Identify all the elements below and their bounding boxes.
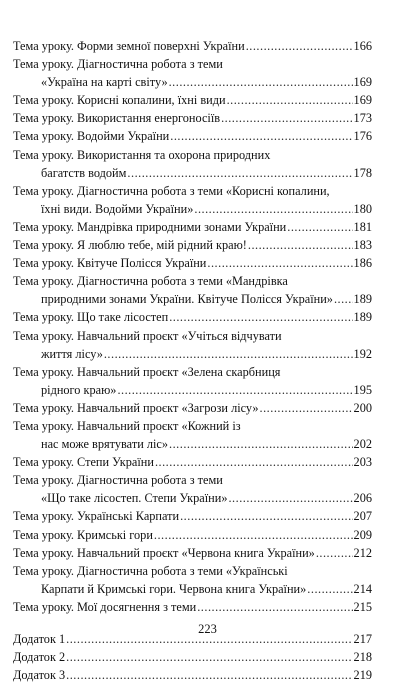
dot-leader (180, 507, 352, 525)
dot-leader (66, 648, 352, 666)
toc-page-number: 169 (353, 75, 372, 90)
appendix-line (13, 648, 372, 666)
toc-entry (13, 327, 372, 363)
toc-page-number: 173 (353, 111, 372, 126)
toc-entry-text: Тема уроку. Мої досягнення з теми (13, 599, 197, 614)
dot-leader (316, 544, 353, 562)
toc-entry (13, 417, 372, 453)
toc-page-number: 202 (353, 437, 372, 452)
toc-entry-text: Тема уроку. Водойми України (13, 129, 170, 144)
toc-page-number: 189 (353, 292, 372, 307)
dot-leader (66, 666, 352, 684)
toc-entry-line (13, 200, 372, 218)
appendix-label: Додаток 2 (13, 650, 66, 665)
toc-entry-text: Тема уроку. Навчальний проєкт «Загрози лісу» (13, 400, 259, 415)
toc-entry-text: Тема уроку. Навчальний проєкт «Червона книга України» (13, 545, 315, 560)
toc-entry-text: нас може врятувати ліс» (41, 437, 169, 452)
toc-entry (13, 598, 372, 616)
appendix-page-number: 218 (353, 650, 372, 665)
toc-entry (13, 507, 372, 525)
toc-entry (13, 544, 372, 562)
dot-leader (221, 109, 352, 127)
toc-entry-text: їхні види. Водойми України» (41, 201, 194, 216)
toc-page-number: 183 (353, 238, 372, 253)
toc-entry-text: Тема уроку. Мандрівка природними зонами України (13, 219, 287, 234)
toc-entry-text: Тема уроку. Навчальний проєкт «Кожний із (13, 418, 241, 433)
toc-page-number: 192 (353, 346, 372, 361)
dot-leader (170, 127, 352, 145)
toc-entry-text: Тема уроку. Що таке лісостеп (13, 310, 169, 325)
appendix-page-number: 219 (353, 668, 372, 683)
toc-entry-line (13, 544, 372, 562)
toc-entry (13, 453, 372, 471)
toc-entry (13, 218, 372, 236)
toc-entry-text: багатств водойм (41, 165, 127, 180)
toc-entry-text: Тема уроку. Діагностична робота з теми «Корисні копалини, (13, 183, 330, 198)
dot-leader (334, 290, 353, 308)
toc-page-number: 207 (353, 509, 372, 524)
appendix-line (13, 666, 372, 684)
toc-entry-line (13, 598, 372, 616)
toc-entry-line (13, 109, 372, 127)
toc-entry-text: Тема уроку. Квітуче Полісся України (13, 256, 207, 271)
toc-page-number: 206 (353, 491, 372, 506)
toc-entry-line (13, 290, 372, 308)
appendix-entry (13, 666, 372, 684)
appendix-label: Додаток 3 (13, 668, 66, 683)
dot-leader (307, 580, 352, 598)
toc-page-number: 215 (353, 599, 372, 614)
table-of-contents (13, 37, 372, 684)
toc-entry-line (13, 164, 372, 182)
dot-leader (197, 598, 352, 616)
dot-leader (169, 73, 353, 91)
toc-page-number: 186 (353, 256, 372, 271)
toc-lessons (13, 37, 372, 616)
appendix-page-number: 217 (353, 632, 372, 646)
dot-leader (260, 399, 353, 417)
toc-page-number: 195 (353, 382, 372, 397)
toc-entry-text: життя лісу» (41, 346, 103, 361)
dot-leader (169, 435, 353, 453)
toc-entry (13, 272, 372, 308)
toc-entry (13, 308, 372, 326)
toc-entry-line (13, 345, 372, 363)
toc-entry-line (13, 580, 372, 598)
dot-leader (227, 91, 353, 109)
toc-entry-text: природними зонами України. Квітуче Полісся України» (41, 292, 333, 307)
toc-entry-text: Тема уроку. Українські Карпати (13, 509, 180, 524)
toc-entry-line (13, 507, 372, 525)
toc-page-number: 180 (353, 201, 372, 216)
toc-entry (13, 91, 372, 109)
toc-page-number: 176 (353, 129, 372, 144)
toc-entry-text: Тема уроку. Навчальний проєкт «Учіться відчувати (13, 328, 282, 343)
dot-leader (248, 236, 353, 254)
appendix-label: Додаток 1 (13, 632, 66, 646)
toc-entry-text: Тема уроку. Діагностична робота з теми (13, 473, 223, 488)
toc-entry-text: Тема уроку. Використання та охорона природних (13, 147, 271, 162)
dot-leader (169, 308, 352, 326)
toc-entry (13, 146, 372, 182)
toc-entry-text: Тема уроку. Діагностична робота з теми «Мандрівка (13, 274, 288, 289)
toc-entry-text: Тема уроку. Корисні копалини, їхні види (13, 93, 226, 108)
toc-entry (13, 55, 372, 91)
toc-entry-line (13, 127, 372, 145)
toc-entry-line (13, 399, 372, 417)
toc-page-number: 178 (353, 165, 372, 180)
toc-page-number: 169 (353, 93, 372, 108)
toc-page-number: 212 (353, 545, 372, 560)
toc-entry (13, 399, 372, 417)
toc-entry-line (13, 435, 372, 453)
toc-page-number: 189 (353, 310, 372, 325)
page-number: 223 (198, 622, 217, 636)
toc-entry-text: Тема уроку. Степи України (13, 455, 154, 470)
dot-leader (287, 218, 352, 236)
toc-entry-text: Тема уроку. Кримські гори (13, 527, 153, 542)
toc-page-number: 200 (353, 400, 372, 415)
toc-entry (13, 562, 372, 598)
toc-entry (13, 37, 372, 55)
toc-entry-text: Тема уроку. Я люблю тебе, мій рідний краю! (13, 238, 247, 253)
toc-entry-text: Тема уроку. Використання енергоносіїв (13, 111, 221, 126)
toc-entry (13, 182, 372, 218)
toc-entry-line (13, 489, 372, 507)
toc-entry-line (13, 218, 372, 236)
toc-entry-text: Карпати й Кримські гори. Червона книга України» (41, 581, 307, 596)
dot-leader (207, 254, 352, 272)
dot-leader (117, 381, 352, 399)
dot-leader (127, 164, 352, 182)
toc-entry-text: «Що таке лісостеп. Степи України» (41, 491, 228, 506)
dot-leader (194, 200, 352, 218)
toc-entry-line (13, 236, 372, 254)
toc-entry-text: Тема уроку. Діагностична робота з теми «Українські (13, 563, 288, 578)
toc-appendices (13, 630, 372, 684)
toc-page-number: 166 (353, 39, 372, 53)
toc-entry-line (13, 254, 372, 272)
toc-entry (13, 236, 372, 254)
dot-leader (228, 489, 352, 507)
dot-leader (104, 345, 353, 363)
toc-entry (13, 526, 372, 544)
toc-entry (13, 254, 372, 272)
toc-page-number: 209 (353, 527, 372, 542)
toc-page-number: 203 (353, 455, 372, 470)
toc-entry-text: «Україна на карті світу» (41, 75, 168, 90)
toc-entry-line (13, 381, 372, 399)
toc-entry (13, 471, 372, 507)
toc-entry-text: Тема уроку. Форми земної поверхні України (13, 39, 245, 53)
toc-entry-text: Тема уроку. Навчальний проєкт «Зелена скарбниця (13, 364, 281, 379)
dot-leader (155, 453, 353, 471)
toc-entry-line (13, 526, 372, 544)
toc-entry-text: Тема уроку. Діагностична робота з теми (13, 57, 223, 72)
toc-entry (13, 127, 372, 145)
dot-leader (246, 37, 353, 55)
toc-page-number: 181 (353, 219, 372, 234)
toc-page-number: 214 (353, 581, 372, 596)
toc-entry-line (13, 73, 372, 91)
toc-entry-text: рідного краю» (41, 382, 117, 397)
toc-entry (13, 109, 372, 127)
toc-entry-line (13, 91, 372, 109)
appendix-entry (13, 648, 372, 666)
toc-entry-line (13, 308, 372, 326)
toc-entry (13, 363, 372, 399)
toc-entry-line (13, 37, 372, 55)
dot-leader (154, 526, 353, 544)
toc-entry-line (13, 453, 372, 471)
